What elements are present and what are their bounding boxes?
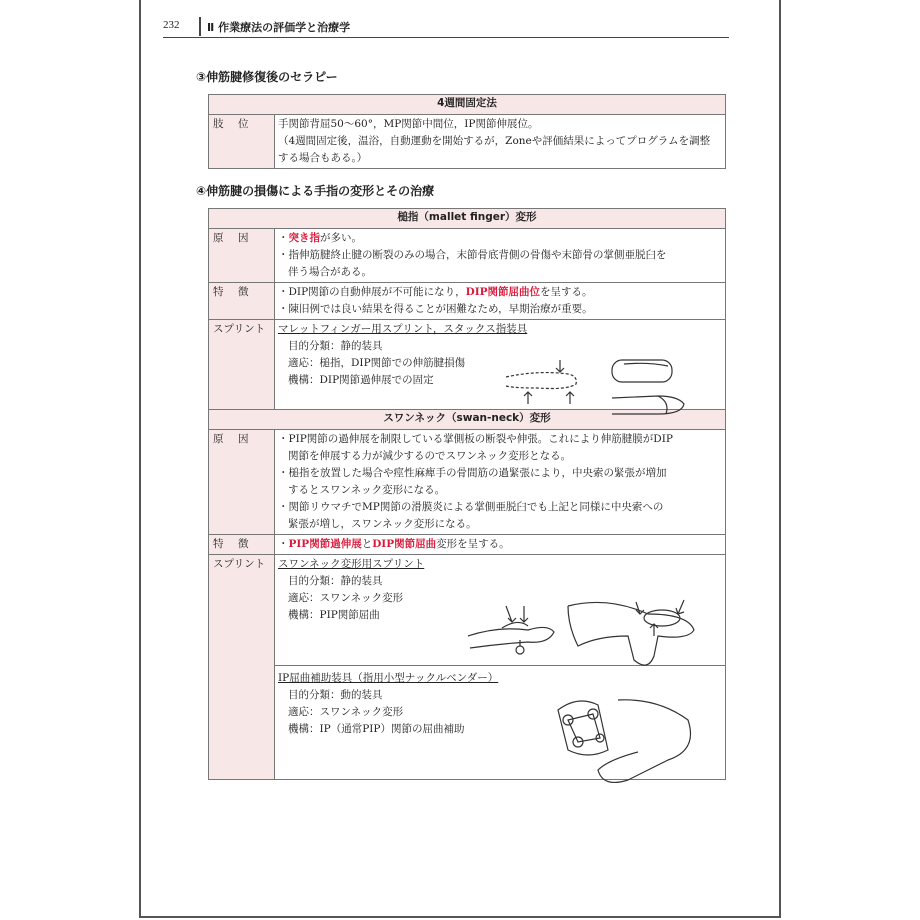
position-line-1: 手関節背屈50～60°，MP関節中間位，IP関節伸展位。 [278,118,539,130]
mallet-feature-1: ・DIP関節の自動伸展が不可能になり，DIP関節屈曲位を呈する。 [278,286,593,298]
mallet-splint-title: マレットフィンガー用スプリント，スタックス指装具 [278,323,528,335]
chapter-title: Ⅱ 作業療法の評価学と治療学 [207,21,351,34]
swan-splint-2-mechanism: 機構：IP（通常PIP）関節の屈曲補助 [288,723,465,735]
header-divider [199,17,201,36]
swan-cause-2: 関節を伸展する力が減少するのでスワンネック変形となる。 [288,450,572,462]
swan-cause-3: ・槌指を放置した場合や痙性麻痺手の骨間筋の過緊張により，中央索の緊張が増加 [278,467,667,479]
swan-cause-label: 原 因 [209,430,275,535]
mallet-mechanism: 機構：DIP関節過伸展での固定 [288,374,434,386]
position-label: 肢 位 [209,115,275,169]
mallet-cause-1: ・突き指が多い。 [278,232,362,244]
knuckle-bender-illustration [548,690,708,795]
swan-cause-4: するとスワンネック変形になる。 [288,484,446,496]
fixation-header: 4週間固定法 [209,95,726,115]
mallet-splint-illustration [498,352,718,422]
mallet-cause-3: 伴う場合がある。 [288,266,372,278]
swan-splint-1-purpose: 目的分類：静的装具 [288,575,383,587]
swan-splint-1-title: スワンネック変形用スプリント [278,558,425,570]
swan-cause-1: ・PIP関節の過伸展を制限している掌側板の断裂や伸張。これにより伸筋腱膜がDIP [278,433,673,445]
section-3-title: ③伸筋腱修復後のセラピー [196,68,496,85]
mallet-splint-label: スプリント [209,320,275,410]
swan-splint-1-mechanism: 機構：PIP関節屈曲 [288,609,380,621]
mallet-header: 槌指（mallet finger）変形 [209,209,726,229]
swan-splint-2-purpose: 目的分類：動的装具 [288,689,383,701]
running-header [163,15,729,38]
mallet-purpose: 目的分類：静的装具 [288,340,383,352]
swan-header: スワンネック（swan-neck）変形 [209,410,726,430]
swan-splint-label: スプリント [209,555,275,780]
page-number: 232 [163,19,180,31]
position-line-3: する場合もある。） [278,152,368,164]
mallet-feature-2: ・陳旧例では良い結果を得ることが困難なため，早期治療が重要。 [278,303,593,315]
swan-feature-label: 特 徴 [209,535,275,555]
mallet-cause-label: 原 因 [209,229,275,283]
swan-neck-splint-illustration [458,596,708,678]
position-line-2: （4週間固定後，温浴，自動運動を開始するが，Zoneや評価結果によってプログラムを調整 [278,135,711,147]
swan-feature: ・PIP関節過伸展とDIP関節屈曲変形を呈する。 [275,535,726,555]
swan-cause-6: 緊張が増し，スワンネック変形になる。 [288,518,477,530]
swan-splint-1-indication: 適応：スワンネック変形 [288,592,404,604]
fixation-table [208,94,726,169]
mallet-feature-label: 特 徴 [209,283,275,320]
swan-splint-2-title: IP屈曲補助装具（指用小型ナックルベンダー） [278,672,499,684]
mallet-indication: 適応：槌指，DIP関節での伸筋腱損傷 [288,357,466,369]
mallet-cause-2: ・指伸筋腱終止腱の断裂のみの場合，末節骨底背側の骨傷や末節骨の掌側亜脱臼を [278,249,667,261]
swan-cause-5: ・関節リウマチでMP関節の滑膜炎による掌側亜脱臼でも上記と同様に中央索への [278,501,664,513]
swan-splint-2-indication: 適応：スワンネック変形 [288,706,404,718]
section-4-title: ④伸筋腱の損傷による手指の変形とその治療 [196,184,435,198]
